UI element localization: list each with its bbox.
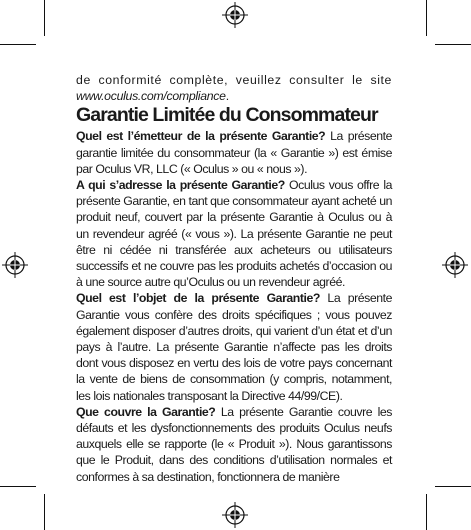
crop-mark-left-top (0, 44, 36, 45)
crop-mark-right-top (435, 44, 471, 45)
registration-mark-left-icon (2, 252, 28, 278)
registration-mark-bottom-icon (222, 502, 248, 528)
section-question: Que couvre la Garantie? (76, 404, 216, 419)
section-audience (76, 177, 392, 290)
section-coverage (76, 404, 392, 485)
registration-mark-top-icon (222, 2, 248, 28)
section-purpose (76, 290, 392, 403)
crop-mark-bottom-left (44, 494, 45, 530)
section-answer: La présente garantie limitée du consommateur (la « Garantie ») est émise par Oculus VR, LLC (« Oculus » ou « nous »). (76, 129, 392, 176)
page-title: Garantie Limitée du Consommateur (76, 104, 378, 127)
registration-mark-right-icon (442, 252, 468, 278)
crop-mark-top-right (426, 0, 427, 36)
crop-mark-left-bottom (0, 486, 36, 487)
section-answer: Oculus vous offre la présente Garantie, en tant que consommateur ayant acheté un produit neuf, couvert par la présente Garantie à Oculus ou à un revendeur agréé (« vous »). La présente Garantie ne peut être ni cédée ni transférée aux acheteurs ou utilisateurs successifs et ne couvre pas les produits achetés d’occasion ou à une source autre qu’Oculus ou un revendeur agréé. (76, 178, 392, 290)
section-question: Quel est l’émetteur de la présente Garantie? (76, 129, 326, 144)
section-issuer (76, 128, 392, 177)
crop-mark-bottom-right (426, 494, 427, 530)
compliance-link[interactable]: www.oculus.com/compliance (76, 89, 226, 104)
intro-end: . (225, 89, 230, 104)
section-answer: La présente Garantie couvre les défauts et les dysfonctionnements des produits Oculus neufs auxquels elle se rapporte (le « Produit »). Nous garantissons que le Produit, dans des conditions d’utilisation normales et conformes à sa destination, fonctionnera de manière (76, 404, 392, 484)
section-answer: La présente Garantie vous confère des droits spécifiques ; vous pouvez également disposer d’autres droits, qui varient d’un état et d’un pays à l’autre. La présente Garantie n’affecte pas les droits dont vous disposez en vertu des lois de votre pays concernant la vente de biens de consommation (y compris, notamment, les lois nationales transposant la Directive 44/99/CE). (76, 291, 392, 403)
intro-paragraph (76, 72, 392, 104)
intro-text: de conformité complète, veuillez consulter le site (76, 73, 392, 87)
crop-mark-top-left (44, 0, 45, 36)
crop-mark-right-bottom (435, 486, 471, 487)
section-question: Quel est l’objet de la présente Garantie? (76, 291, 320, 306)
section-question: A qui s’adresse la présente Garantie? (76, 178, 285, 193)
document-body (76, 72, 392, 485)
